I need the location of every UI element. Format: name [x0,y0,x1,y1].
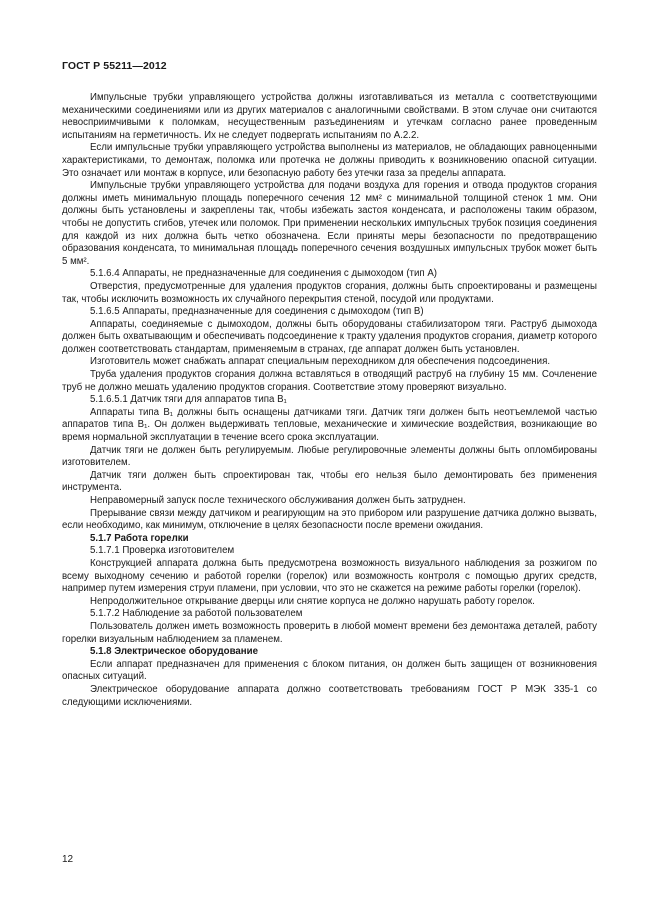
paragraph: Если аппарат предназначен для применения с блоком питания, он должен быть защищен от возникновения опасных ситуаций. [62,658,597,683]
section-heading-5-1-7: 5.1.7 Работа горелки [90,532,189,544]
paragraph: Непродолжительное открывание дверцы или снятие корпуса не должно нарушать работу горелок. [90,595,535,607]
paragraph: Пользователь должен иметь возможность проверить в любой момент времени без демонтажа деталей, работу горелки визуальным наблюдением за пламенем. [62,620,597,645]
paragraph: Импульсные трубки управляющего устройства для подачи воздуха для горения и отвода продуктов сгорания должны иметь минимальную площадь поперечного сечения 12 мм² с минимальной толщиной стенок 1 мм. Они должны быть установлены и закреплены так, чтобы избежать застоя конденсата, и расположены таким образом, чтобы не допустить сгибов, утечек или поломок. При применении нескольких импульсных трубок позиция соединения для каждой из них должна быть четко обозначена. Если приняты меры безопасности по предотвращению образования конденсата, то минимальная площадь поперечного сечения воздушных импульсных трубок может быть 5 мм². [62,180,597,267]
paragraph: Если импульсные трубки управляющего устройства выполнены из материалов, не обладающих равноценными характеристиками, то демонтаж, поломка или протечка не должны приводить к возникновению опасной ситуации. Это означает или монтаж в корпусе, или безопасную работу без утечки газа за пределы аппарата. [62,142,597,179]
paragraph: Труба удаления продуктов сгорания должна вставляться в отводящий раструб на глубину 15 мм. Сочленение труб не должно мешать удалению продуктов сгорания. Соответствие этому проверяют визуально. [62,369,597,393]
paragraph: Импульсные трубки управляющего устройства должны изготавливаться из металла с соответствующими механическими соединениями или из других материалов с аналогичными свойствами. В этом случае они считаются невосприимчивыми к поломкам, несущественным разъединениям и утечкам согласно ранее проведенным испытаниям на герметичность. Их не следует подвергать испытаниям по А.2.2. [62,92,597,141]
section-heading-5-1-6-5: 5.1.6.5 Аппараты, предназначенные для соединения с дымоходом (тип В) [90,306,424,318]
paragraph: Датчик тяги не должен быть регулируемым. Любые регулировочные элементы должны быть опломбированы изготовителем. [62,444,597,469]
section-heading-5-1-6-4: 5.1.6.4 Аппараты, не предназначенные для соединения с дымоходом (тип А) [90,268,438,280]
paragraph: Электрическое оборудование аппарата должно соответствовать требованиям ГОСТ Р МЭК 335-1 со следующими исключениями. [62,683,597,708]
section-heading-5-1-8: 5.1.8 Электрическое оборудование [90,646,258,658]
section-heading-5-1-7-2: 5.1.7.2 Наблюдение за работой пользователем [90,608,303,620]
paragraph: Конструкцией аппарата должна быть предусмотрена возможность визуального наблюдения за розжигом по всему выходному сечению и работой горелки (горелок) или возможность контроля с помощью других средств, например путем измерения струи пламени, при условии, что это не скажется на режиме работы горелки (горелок). [62,557,597,595]
paragraph: Прерывание связи между датчиком и реагирующим на это прибором или разрушение датчика должно вызвать, если необходимо, как минимум, отключение в целях безопасности после времени ожидания. [62,507,597,532]
section-heading-5-1-7-1: 5.1.7.1 Проверка изготовителем [90,545,235,557]
document-header: ГОСТ Р 55211—2012 [62,60,167,72]
paragraph: Аппараты типа В₁ должны быть оснащены датчиками тяги. Датчик тяги должен быть неотъемлемой частью аппаратов типа В₁. Он должен выдерживать тепловые, механические и химические воздействия, возникающие во время нормальной эксплуатации в течение всего срока эксплуатации. [62,406,597,444]
paragraph: Изготовитель может снабжать аппарат специальным переходником для обеспечения подсоединения. [90,356,551,368]
paragraph: Датчик тяги должен быть спроектирован так, чтобы его нельзя было демонтировать без применения инструмента. [62,469,597,494]
paragraph: Неправомерный запуск после технического обслуживания должен быть затруднен. [90,495,466,506]
paragraph: Отверстия, предусмотренные для удаления продуктов сгорания, должны быть спроектированы и размещены так, чтобы исключить возможность их случайного перекрытия стеной, посудой или продуктами. [62,280,597,305]
document-body [62,92,597,709]
section-heading-5-1-6-5-1: 5.1.6.5.1 Датчик тяги для аппаратов типа В₁ [90,394,287,406]
page-number: 12 [62,854,74,865]
paragraph: Аппараты, соединяемые с дымоходом, должны быть оборудованы стабилизатором тяги. Раструб дымохода должен быть охватывающим и обеспечивать подсоединение к тракту удаления продуктов сгорания, диаметр которого должен соответствовать стандартам, применяемым в странах, где аппарат должен быть установлен. [62,318,597,355]
